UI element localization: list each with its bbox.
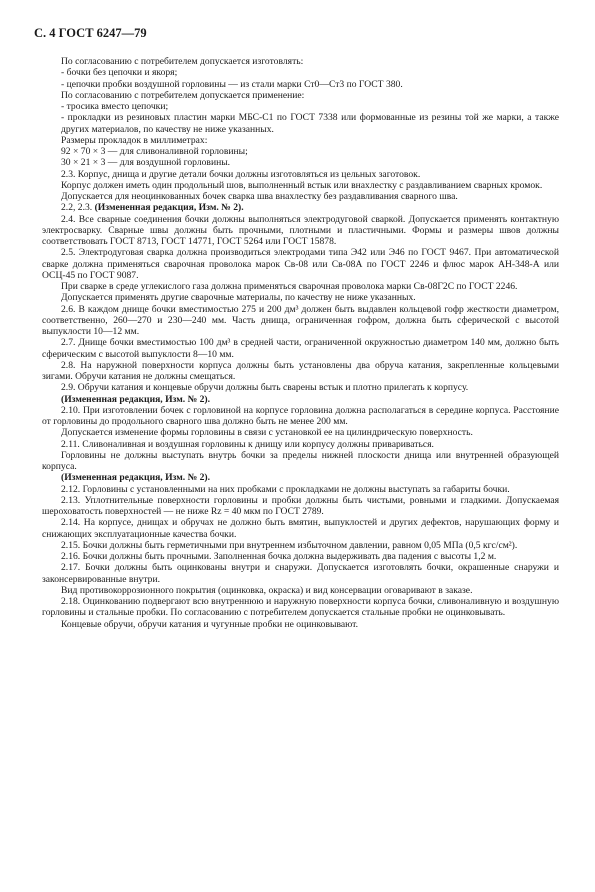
paragraph [42, 202, 559, 213]
paragraph [42, 67, 559, 78]
paragraph [42, 191, 559, 202]
paragraph [42, 157, 559, 168]
paragraph-text: - тросика вместо цепочки; [61, 101, 169, 112]
paragraph-text: 2.17. Бочки должны быть оцинкованы внутри и снаружи. Допускается изготовлять бочки, окрашенные снаружи и законсервированные внутри. [42, 562, 559, 585]
paragraph [42, 551, 559, 562]
paragraph [42, 517, 559, 540]
paragraph [42, 540, 559, 551]
paragraph [42, 382, 559, 393]
paragraph-text: По согласованию с потребителем допускается применение: [61, 89, 305, 101]
paragraph [42, 394, 559, 405]
amendment-note: (Измененная редакция, Изм. № 2). [61, 472, 211, 484]
paragraph-text: 2.9. Обручи катания и концевые обручи должны быть сварены встык и плотно прилегать к корпусу. [61, 382, 469, 394]
document-page [34, 26, 559, 630]
paragraph-text: 2.10. При изготовлении бочек с горловиной на корпусе горловина должна располагаться в середине корпуса. Расстояние от горловины до продольного сварного шва должно быть не менее 200 мм. [42, 404, 559, 427]
page-header: С. 4 ГОСТ 6247—79 [34, 26, 147, 40]
paragraph [42, 79, 559, 90]
paragraph [42, 405, 559, 428]
paragraph [42, 495, 559, 518]
paragraph-text: При сварке в среде углекислого газа должна применяться сварочная проволока марки Св-08Г2С по ГОСТ 2246. [61, 281, 518, 292]
paragraph-text: Вид противокоррозионного покрытия (оцинковка, окраска) и вид консервации оговаривают в заказе. [61, 584, 473, 596]
paragraph [42, 337, 559, 360]
paragraph-text: 2.16. Бочки должны быть прочными. Заполненная бочка должна выдерживать два падения с высоты 1,2 м. [61, 551, 497, 562]
paragraph [42, 214, 559, 248]
paragraph [42, 180, 559, 191]
paragraph [42, 585, 559, 596]
paragraph-text: 92 × 70 × 3 — для сливоналивной горловины; [61, 146, 248, 157]
paragraph [42, 112, 559, 135]
paragraph-text: По согласованию с потребителем допускается изготовлять: [61, 56, 304, 67]
paragraph-text: Размеры прокладок в миллиметрах: [61, 134, 208, 146]
paragraph-text: 2.4. Все сварные соединения бочки должны выполняться электродуговой сваркой. Допускается применять контактную электросварку. Сварные швы должны быть прочными, плотными и пластичными. Формы и размеры швов должны соответствовать ГОСТ 8713, ГОСТ 14771, ГОСТ 5264 или ГОСТ 15878. [42, 213, 559, 247]
paragraph [42, 360, 559, 383]
paragraph-text: 30 × 21 × 3 — для воздушной горловины. [61, 157, 231, 169]
paragraph [42, 596, 559, 619]
paragraph [42, 304, 559, 338]
paragraph-text: 2.5. Электродуговая сварка должна производиться электродами типа Э42 или Э46 по ГОСТ 9467. При автоматической сварке должна применяться сварочная проволока марок Св-08 или Св-08А по ГОСТ 2246 и флюс марок АН-348-А или ОСЦ-45 по ГОСТ 9087. [42, 247, 559, 281]
paragraph [42, 90, 559, 101]
paragraph-text: Допускается изменение формы горловины в связи с установкой ее на цилиндрическую поверхность. [61, 427, 473, 439]
paragraph-text: 2.15. Бочки должны быть герметичными при внутреннем избыточном давлении, равном 0,05 МПа (0,5 кгс/см²). [61, 539, 518, 551]
paragraph-text: 2.8. На наружной поверхности корпуса должны быть установлены два обруча катания, закрепленные кольцевыми зигами. Обручи катания не должны смещаться. [42, 359, 559, 382]
paragraph [42, 169, 559, 180]
paragraph-text: 2.6. В каждом днище бочки вместимостью 275 и 200 дм³ должен быть выдавлен кольцевой гофр жесткости диаметром, соответственно, 260—270 и 230—240 мм. Часть днища, ограниченная гофром, должна быть сферической с высотой выпуклости 10—12 мм. [42, 303, 559, 337]
paragraph [42, 247, 559, 281]
paragraph-text: 2.11. Сливоналивная и воздушная горловины к днищу или корпусу должны привариваться. [61, 438, 434, 450]
paragraph-text: Концевые обручи, обручи катания и чугунные пробки не оцинковывают. [61, 618, 359, 630]
paragraph [42, 619, 559, 630]
paragraph-text: 2.7. Днище бочки вместимостью 100 дм³ в средней части, ограниченной окружностью диаметром 140 мм, должно быть сферическим с высотой выпуклости 8—10 мм. [42, 337, 559, 360]
paragraph [42, 439, 559, 450]
paragraph-text: 2.3. Корпус, днища и другие детали бочки должны изготовляться из цельных заготовок. [61, 168, 421, 180]
paragraph [42, 427, 559, 438]
amendment-note: (Измененная редакция, Изм. № 2). [94, 202, 244, 214]
paragraph-text: 2.14. На корпусе, днищах и обручах не должно быть вмятин, выпуклостей и других дефектов, нарушающих форму и снижающих эксплуатационные качества бочки. [42, 517, 559, 540]
paragraph [42, 281, 559, 292]
paragraph [42, 56, 559, 67]
body-text [42, 56, 559, 630]
paragraph [42, 472, 559, 483]
paragraph [42, 146, 559, 157]
paragraph-text: - бочки без цепочки и якоря; [61, 67, 178, 79]
paragraph-text: Допускается для неоцинкованных бочек сварка шва внахлестку без раздавливания сварного шва. [61, 191, 458, 202]
paragraph [42, 450, 559, 473]
paragraph-text: Допускается применять другие сварочные материалы, по качеству не ниже указанных. [61, 292, 416, 304]
paragraph [42, 484, 559, 495]
paragraph-text: Корпус должен иметь один продольный шов, выполненный встык или внахлестку с раздавливанием сварных кромок. [61, 179, 543, 191]
paragraph-text: - цепочки пробки воздушной горловины — из стали марки Ст0—Ст3 по ГОСТ 380. [61, 78, 403, 90]
paragraph-text: - прокладки из резиновых пластин марки МБС-С1 по ГОСТ 7338 или формованные из резины той же марки, а также других материалов, по качеству не ниже указанных. [61, 112, 559, 135]
paragraph [42, 562, 559, 585]
amendment-note: (Измененная редакция, Изм. № 2). [61, 393, 211, 405]
paragraph [42, 135, 559, 146]
paragraph-text: 2.12. Горловины с установленными на них пробками с прокладками не должны выступать за габариты бочки. [61, 483, 510, 495]
paragraph-text: 2.18. Оцинкованию подвергают всю внутреннюю и наружную поверхности корпуса бочки, сливоналивную и воздушную горловины и стальные пробки. По согласованию с потребителем допускается стальные пробки не оцинковывать. [42, 596, 559, 619]
paragraph-text: Горловины не должны выступать внутрь бочки за пределы нижней плоскости днища или внутренней образующей корпуса. [42, 449, 559, 472]
paragraph [42, 292, 559, 303]
paragraph [42, 101, 559, 112]
paragraph-text: 2.2, 2.3. [61, 202, 95, 214]
paragraph-text: 2.13. Уплотнительные поверхности горловины и пробки должны быть чистыми, ровными и гладкими. Допускаемая шероховатость поверхностей — не ниже Rz = 40 мкм по ГОСТ 2789. [42, 494, 559, 517]
